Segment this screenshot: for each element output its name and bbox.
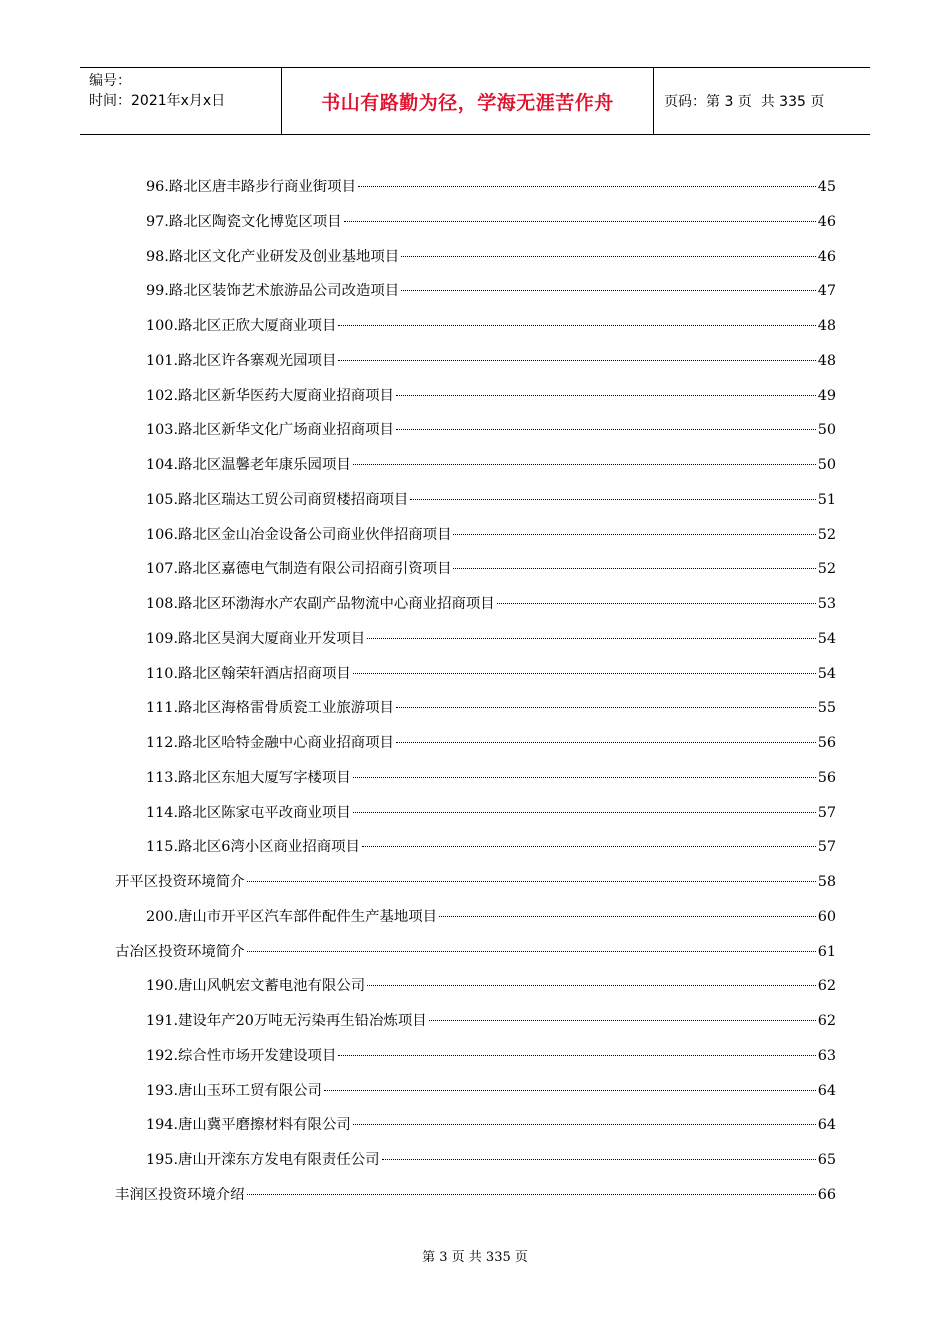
toc-entry-page: 52 xyxy=(817,561,836,578)
toc-entry-page: 57 xyxy=(817,839,836,856)
toc-dot-leader xyxy=(353,812,816,813)
toc-dot-leader xyxy=(410,499,815,500)
toc-entry-page: 51 xyxy=(817,491,836,508)
toc-entry-title: 开平区投资环境简介 xyxy=(115,874,245,890)
toc-dot-leader xyxy=(396,429,816,430)
toc-entry-page: 55 xyxy=(817,700,836,717)
toc-entry-title: 103.路北区新华文化广场商业招商项目 xyxy=(146,422,394,439)
toc-entry-page: 48 xyxy=(817,318,836,334)
toc-entry-title: 194.唐山冀平磨擦材料有限公司 xyxy=(146,1117,351,1134)
toc-entry[interactable] xyxy=(146,802,836,824)
toc-entry[interactable] xyxy=(146,1114,836,1136)
toc-entry-title: 112.路北区哈特金融中心商业招商项目 xyxy=(146,735,394,751)
toc-entry-title: 193.唐山玉环工贸有限公司 xyxy=(146,1082,322,1099)
toc-entry-title: 109.路北区昊润大厦商业开发项目 xyxy=(146,630,366,647)
toc-entry-page: 56 xyxy=(817,735,836,751)
toc-entry[interactable] xyxy=(146,1010,836,1032)
toc-entry[interactable] xyxy=(146,1149,836,1171)
toc-entry[interactable] xyxy=(115,871,836,893)
toc-entry-title: 190.唐山风帆宏文蓄电池有限公司 xyxy=(146,978,366,995)
header-slogan: 书山有路勤为径，学海无涯苦作舟 xyxy=(282,68,654,134)
toc-entry-page: 58 xyxy=(817,874,836,890)
toc-entry-title: 114.路北区陈家屯平改商业项目 xyxy=(146,804,351,821)
toc-entry-page: 50 xyxy=(817,422,836,439)
toc-entry-page: 62 xyxy=(817,1013,836,1029)
toc-dot-leader xyxy=(362,846,816,847)
toc-entry-title: 100.路北区正欣大厦商业项目 xyxy=(146,318,337,334)
toc-dot-leader xyxy=(247,951,816,952)
toc-entry[interactable] xyxy=(146,454,836,476)
toc-entry[interactable] xyxy=(146,732,836,754)
toc-entry[interactable] xyxy=(146,1045,836,1067)
code-label: 编号： xyxy=(89,73,131,89)
toc-entry[interactable] xyxy=(146,593,836,615)
toc-dot-leader xyxy=(338,325,815,326)
toc-dot-leader xyxy=(358,186,816,187)
toc-entry[interactable] xyxy=(146,836,836,858)
time-label: 时间：2021年x月x日 xyxy=(89,93,226,109)
toc-entry-title: 99.路北区装饰艺术旅游品公司改造项目 xyxy=(146,283,400,300)
toc-entry-page: 56 xyxy=(817,769,836,786)
toc-entry-title: 106.路北区金山冶金设备公司商业伙伴招商项目 xyxy=(146,526,452,543)
toc-entry-title: 102.路北区新华医药大厦商业招商项目 xyxy=(146,387,394,404)
toc-entry[interactable] xyxy=(146,489,836,511)
toc-dot-leader xyxy=(367,985,816,986)
toc-entry-page: 47 xyxy=(817,283,836,300)
toc-entry[interactable] xyxy=(146,211,836,233)
toc-entry[interactable] xyxy=(115,1184,836,1206)
toc-dot-leader xyxy=(353,673,816,674)
toc-entry[interactable] xyxy=(146,663,836,685)
toc-entry[interactable] xyxy=(146,176,836,198)
toc-entry-title: 115.路北区6湾小区商业招商项目 xyxy=(146,839,360,856)
toc-dot-leader xyxy=(382,1159,816,1160)
toc-entry[interactable] xyxy=(146,385,836,407)
toc-entry-page: 64 xyxy=(817,1082,836,1099)
toc-entry[interactable] xyxy=(146,315,836,337)
toc-entry[interactable] xyxy=(146,419,836,441)
toc-dot-leader xyxy=(401,290,816,291)
toc-entry-page: 62 xyxy=(817,978,836,995)
toc-dot-leader xyxy=(429,1020,816,1021)
toc-entry-title: 古冶区投资环境简介 xyxy=(115,943,245,960)
toc-entry-title: 111.路北区海格雷骨质瓷工业旅游项目 xyxy=(146,700,394,717)
toc-dot-leader xyxy=(353,1124,816,1125)
toc-entry-title: 98.路北区文化产业研发及创业基地项目 xyxy=(146,248,400,265)
toc-entry-title: 195.唐山开滦东方发电有限责任公司 xyxy=(146,1152,380,1168)
toc-dot-leader xyxy=(247,881,816,882)
toc-dot-leader xyxy=(401,256,816,257)
toc-dot-leader xyxy=(396,707,816,708)
toc-entry-title: 96.路北区唐丰路步行商业街项目 xyxy=(146,179,356,195)
toc-entry-page: 61 xyxy=(817,943,836,960)
toc-dot-leader xyxy=(439,916,816,917)
toc-entry-title: 101.路北区许各寨观光园项目 xyxy=(146,352,337,369)
toc-entry-page: 65 xyxy=(817,1152,836,1168)
toc-entry[interactable] xyxy=(146,246,836,268)
toc-entry-page: 48 xyxy=(817,352,836,369)
toc-entry-title: 104.路北区温馨老年康乐园项目 xyxy=(146,457,351,473)
toc-entry[interactable] xyxy=(146,975,836,997)
toc-entry-page: 54 xyxy=(817,665,836,682)
toc-entry-page: 52 xyxy=(817,526,836,543)
toc-dot-leader xyxy=(353,464,816,465)
toc-entry-page: 45 xyxy=(817,179,836,195)
toc-entry-title: 191.建设年产20万吨无污染再生铅冶炼项目 xyxy=(146,1013,427,1029)
toc-entry-title: 丰润区投资环境介绍 xyxy=(115,1186,245,1203)
toc-entry[interactable] xyxy=(146,524,836,546)
toc-entry[interactable] xyxy=(146,280,836,302)
page-footer: 第 3 页 共 335 页 xyxy=(422,1250,528,1265)
toc-entry[interactable] xyxy=(146,697,836,719)
header-meta xyxy=(80,68,282,134)
toc-dot-leader xyxy=(247,1194,816,1195)
toc-entry-page: 46 xyxy=(817,248,836,265)
toc-entry-page: 53 xyxy=(817,596,836,612)
toc-entry[interactable] xyxy=(146,767,836,789)
toc-entry[interactable] xyxy=(146,906,836,928)
toc-entry-page: 46 xyxy=(817,213,836,230)
toc-dot-leader xyxy=(396,742,816,743)
toc-entry-page: 64 xyxy=(817,1117,836,1134)
toc-dot-leader xyxy=(353,777,816,778)
toc-dot-leader xyxy=(453,568,815,569)
toc-entry[interactable] xyxy=(146,628,836,650)
toc-entry-page: 54 xyxy=(817,630,836,647)
toc-dot-leader xyxy=(344,221,816,222)
toc-entry-title: 192.综合性市场开发建设项目 xyxy=(146,1047,337,1064)
toc-entry-title: 105.路北区瑞达工贸公司商贸楼招商项目 xyxy=(146,491,409,508)
toc-dot-leader xyxy=(497,603,816,604)
toc-entry-title: 113.路北区东旭大厦写字楼项目 xyxy=(146,769,351,786)
toc-entry-title: 97.路北区陶瓷文化博览区项目 xyxy=(146,213,342,230)
toc-entry-title: 110.路北区翰荣轩酒店招商项目 xyxy=(146,665,351,682)
toc-entry-title: 108.路北区环渤海水产农副产品物流中心商业招商项目 xyxy=(146,596,495,612)
toc-entry-page: 66 xyxy=(817,1186,836,1203)
toc-entry-page: 50 xyxy=(817,457,836,473)
toc-dot-leader xyxy=(396,395,816,396)
page-header xyxy=(80,67,870,135)
toc-entry[interactable] xyxy=(146,1080,836,1102)
toc-dot-leader xyxy=(324,1090,816,1091)
header-page-info: 页码：第 3 页 共 335 页 xyxy=(664,94,825,110)
toc-entry[interactable] xyxy=(146,350,836,372)
toc-entry-title: 200.唐山市开平区汽车部件配件生产基地项目 xyxy=(146,908,438,925)
toc-entry[interactable] xyxy=(115,941,836,963)
toc-dot-leader xyxy=(367,638,816,639)
toc-entry-page: 57 xyxy=(817,804,836,821)
toc-dot-leader xyxy=(338,1055,815,1056)
toc-entry-page: 63 xyxy=(817,1047,836,1064)
toc-entry[interactable] xyxy=(146,558,836,580)
toc-dot-leader xyxy=(338,360,815,361)
toc-dot-leader xyxy=(453,534,815,535)
toc-entry-page: 60 xyxy=(817,908,836,925)
toc-entry-title: 107.路北区嘉德电气制造有限公司招商引资项目 xyxy=(146,561,452,578)
toc-entry-page: 49 xyxy=(817,387,836,404)
